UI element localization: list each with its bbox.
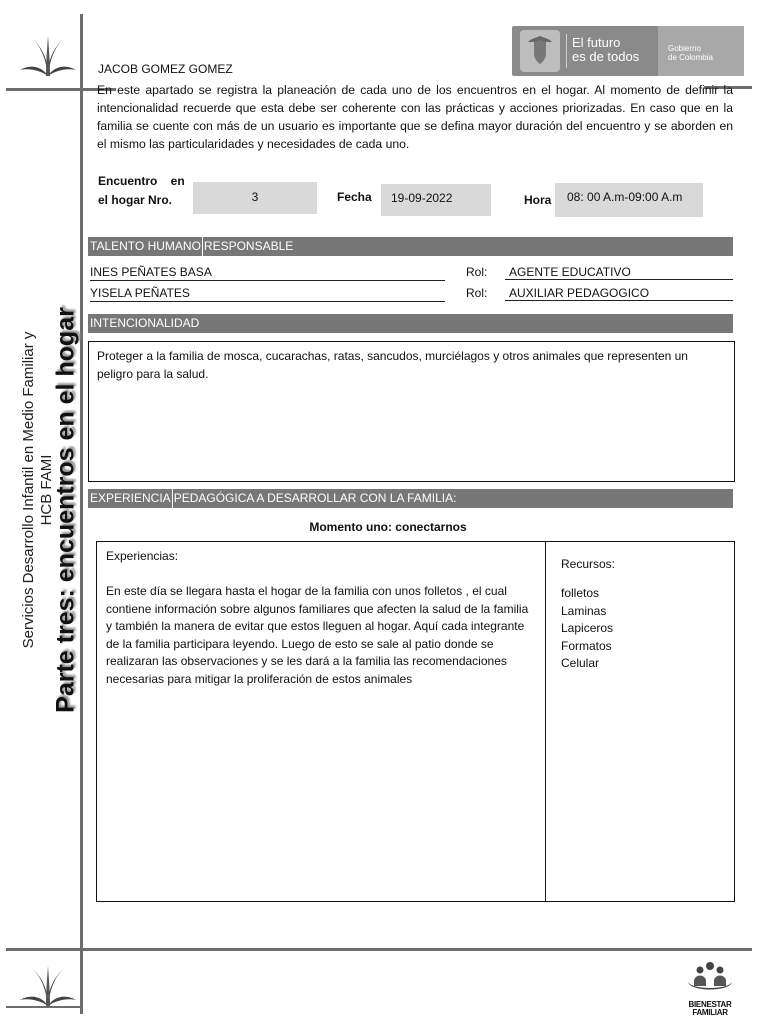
service-line1: Servicios Desarrollo Infantil en Medio Familiar y: [20, 331, 37, 649]
column-divider: [545, 542, 546, 901]
experience-title-b: PEDAGÓGICA A DESARROLLAR CON LA FAMILIA:: [173, 491, 457, 505]
experiences-text: En este día se llegara hasta el hogar de la familia con unos folletos , el cual contiene información sobre algunos familiares que afecten la salud de la familia y también la manera de evitar que estos lleguen al hogar. Aquí cada integrante de la familia participara leyendo. Luego de esto se sale al patio donde se realizaran las observaciones y se les dará a la familia las recomendaciones necesarias para mitigar la proliferación de estos animales: [106, 584, 529, 686]
staff-rol-1: AGENTE EDUCATIVO: [505, 265, 733, 280]
experience-section-header: [88, 489, 733, 508]
logo-text-line1: BIENESTAR: [688, 1000, 732, 1009]
staff-name-2: YISELA PEÑATES: [90, 286, 445, 302]
intent-title: INTENCIONALIDAD: [90, 316, 200, 330]
gov-name-line2: de Colombia: [668, 53, 713, 62]
leaf-logo-icon: [18, 30, 78, 80]
date-field[interactable]: 19-09-2022: [381, 184, 491, 216]
encounter-label-line1: Encuentro en: [98, 174, 185, 188]
gov-slogan-line1: El futuro: [572, 35, 621, 50]
intro-paragraph: En este apartado se registra la planeación de cada uno de los encuentros en el hogar. Al momento de definir la intencionalidad recuerde que esta debe ser coherente con las prácticas y acciones priorizadas. En caso que en la familia se cuente con más de un usuario es importante que se defina mayor duración del encuentro y se aborden en el mismo las particularidades y necesidades de cada uno.: [97, 83, 733, 151]
encounter-number-field[interactable]: 3: [193, 182, 317, 214]
staff-title-b: RESPONSABLE: [203, 239, 294, 253]
experience-title-a: EXPERIENCIA: [90, 491, 171, 505]
service-line2: HCB FAMI: [38, 454, 55, 526]
part-title: Parte tres: encuentros en el hogar: [51, 307, 80, 713]
logo-text-line2: FAMILIAR: [692, 1008, 728, 1017]
resource-item: Lapiceros: [561, 621, 614, 635]
family-icon: [680, 960, 740, 996]
intent-text: Proteger a la familia de mosca, cucarachas, ratas, sancudos, murciélagos y otros animales que representen un peligro para la salud.: [97, 349, 688, 381]
experiences-label: Experiencias:: [106, 549, 179, 563]
encounter-number-label: [98, 172, 185, 210]
moment-title: Momento uno: conectarnos: [309, 520, 467, 534]
bottom-rule: [6, 948, 752, 951]
staff-rol-label-1: Rol:: [466, 265, 488, 279]
gov-slogan-line2: es de todos: [572, 49, 640, 64]
participant-name: JACOB GOMEZ GOMEZ: [98, 62, 233, 76]
experience-table: [96, 541, 735, 902]
resource-item: folletos: [561, 586, 600, 600]
date-label: Fecha: [337, 190, 372, 204]
bienestar-familiar-logo: [680, 960, 740, 1020]
coat-of-arms-icon: [520, 30, 560, 72]
time-field[interactable]: 08: 00 A.m-09:00 A.m: [555, 183, 703, 217]
staff-rol-2: AUXILIAR PEDAGOGICO: [505, 286, 733, 301]
government-logo: [512, 26, 744, 76]
resources-list: [561, 585, 613, 673]
resource-item: Formatos: [561, 638, 612, 653]
staff-name-1: INES PEÑATES BASA: [90, 265, 445, 281]
encounter-label-line2: el hogar Nro.: [98, 193, 173, 207]
intent-section-header: [88, 314, 733, 333]
resources-label: Recursos:: [561, 557, 616, 571]
time-label: Hora: [524, 193, 552, 207]
intent-box: [88, 341, 735, 482]
resource-item: Laminas: [561, 603, 607, 618]
resource-item: Celular: [561, 656, 600, 670]
leaf-logo-bottom-icon: [18, 960, 78, 1010]
gov-name-line1: Gobierno: [668, 44, 701, 53]
staff-rol-label-2: Rol:: [466, 286, 488, 300]
staff-section-header: [88, 237, 733, 256]
part-side-title: [44, 280, 88, 740]
staff-title-a: TALENTO HUMANO: [90, 239, 201, 253]
